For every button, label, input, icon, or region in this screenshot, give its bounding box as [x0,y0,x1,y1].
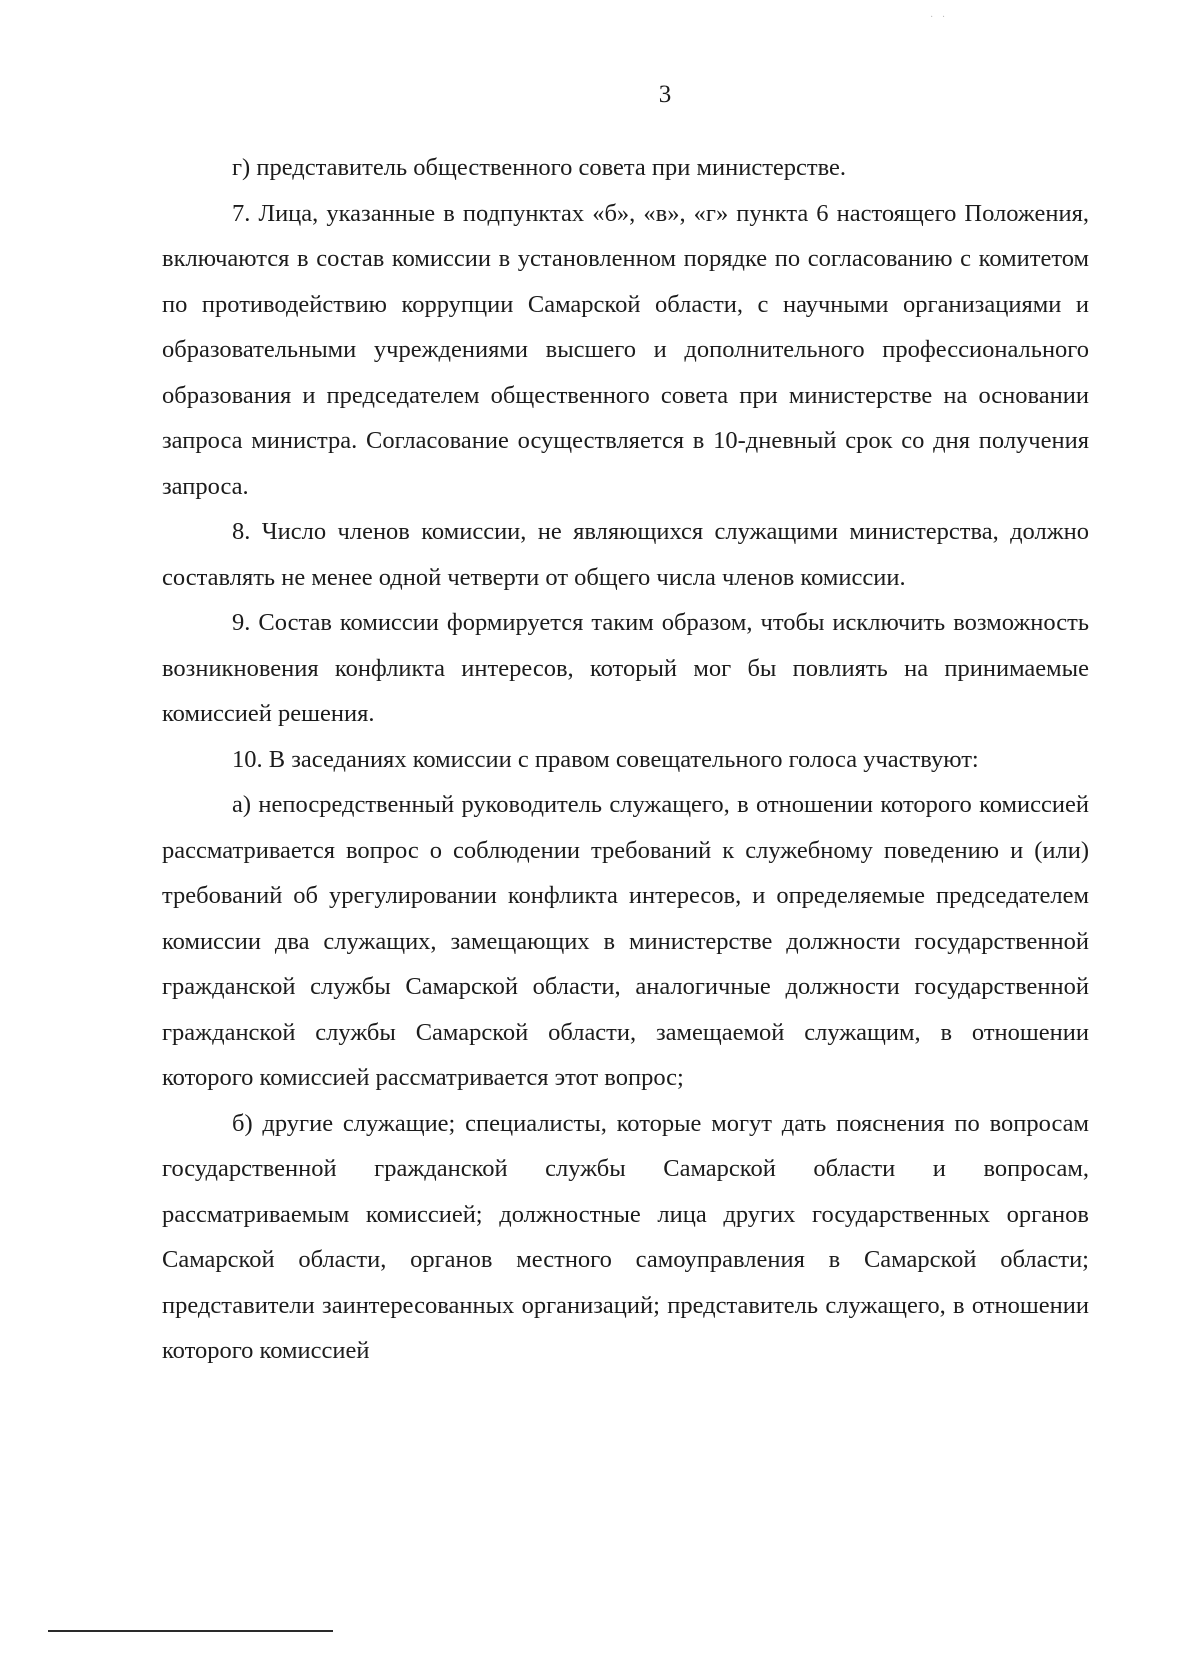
paragraph-9: 9. Состав комиссии формируется таким образом, чтобы исключить возможность возникновения конфликта интересов, который мог бы повлиять на принимаемые комиссией решения. [162,609,1089,727]
footer-rule [48,1630,333,1632]
scan-artifact-mark: · · [930,12,949,23]
paragraph-6g: г) представитель общественного совета при министерстве. [232,154,847,181]
paragraph-10b: б) другие служащие; специалисты, которые могут дать пояснения по вопросам государственной гражданской службы Самарской области и вопросам, рассматриваемым комиссией; должностные лица других государственных органов Самарской области, органов местного самоуправления в Самарской области; представители заинтересованных организаций; представитель служащего, в отношении которого комиссией [162,1109,1089,1364]
document-body [162,145,1089,1374]
paragraph-10a: а) непосредственный руководитель служащего, в отношении которого комиссией рассматривается вопрос о соблюдении требований к служебному поведению и (или) требований об урегулировании конфликта интересов, и определяемые председателем комиссии два служащих, замещающих в министерстве должности государственной гражданской службы Самарской области, аналогичные должности государственной гражданской службы Самарской области, замещаемой служащим, в отношении которого комиссией рассматривается этот вопрос; [162,791,1089,1091]
paragraph-7: 7. Лица, указанные в подпунктах «б», «в», «г» пункта 6 настоящего Положения, включаются в состав комиссии в установленном порядке по согласованию с комитетом по противодействию коррупции Самарской области, с научными организациями и образовательными учреждениями высшего и дополнительного профессионального образования и председателем общественного совета при министерстве на основании запроса министра. Согласование осуществляется в 10-дневный срок со дня получения запроса. [162,199,1089,500]
paragraph-8: 8. Число членов комиссии, не являющихся служащими министерства, должно составлять не менее одной четверти от общего числа членов комиссии. [162,518,1089,591]
page-number: 3 [658,81,672,108]
paragraph-10: 10. В заседаниях комиссии с правом совещательного голоса участвуют: [232,745,979,773]
